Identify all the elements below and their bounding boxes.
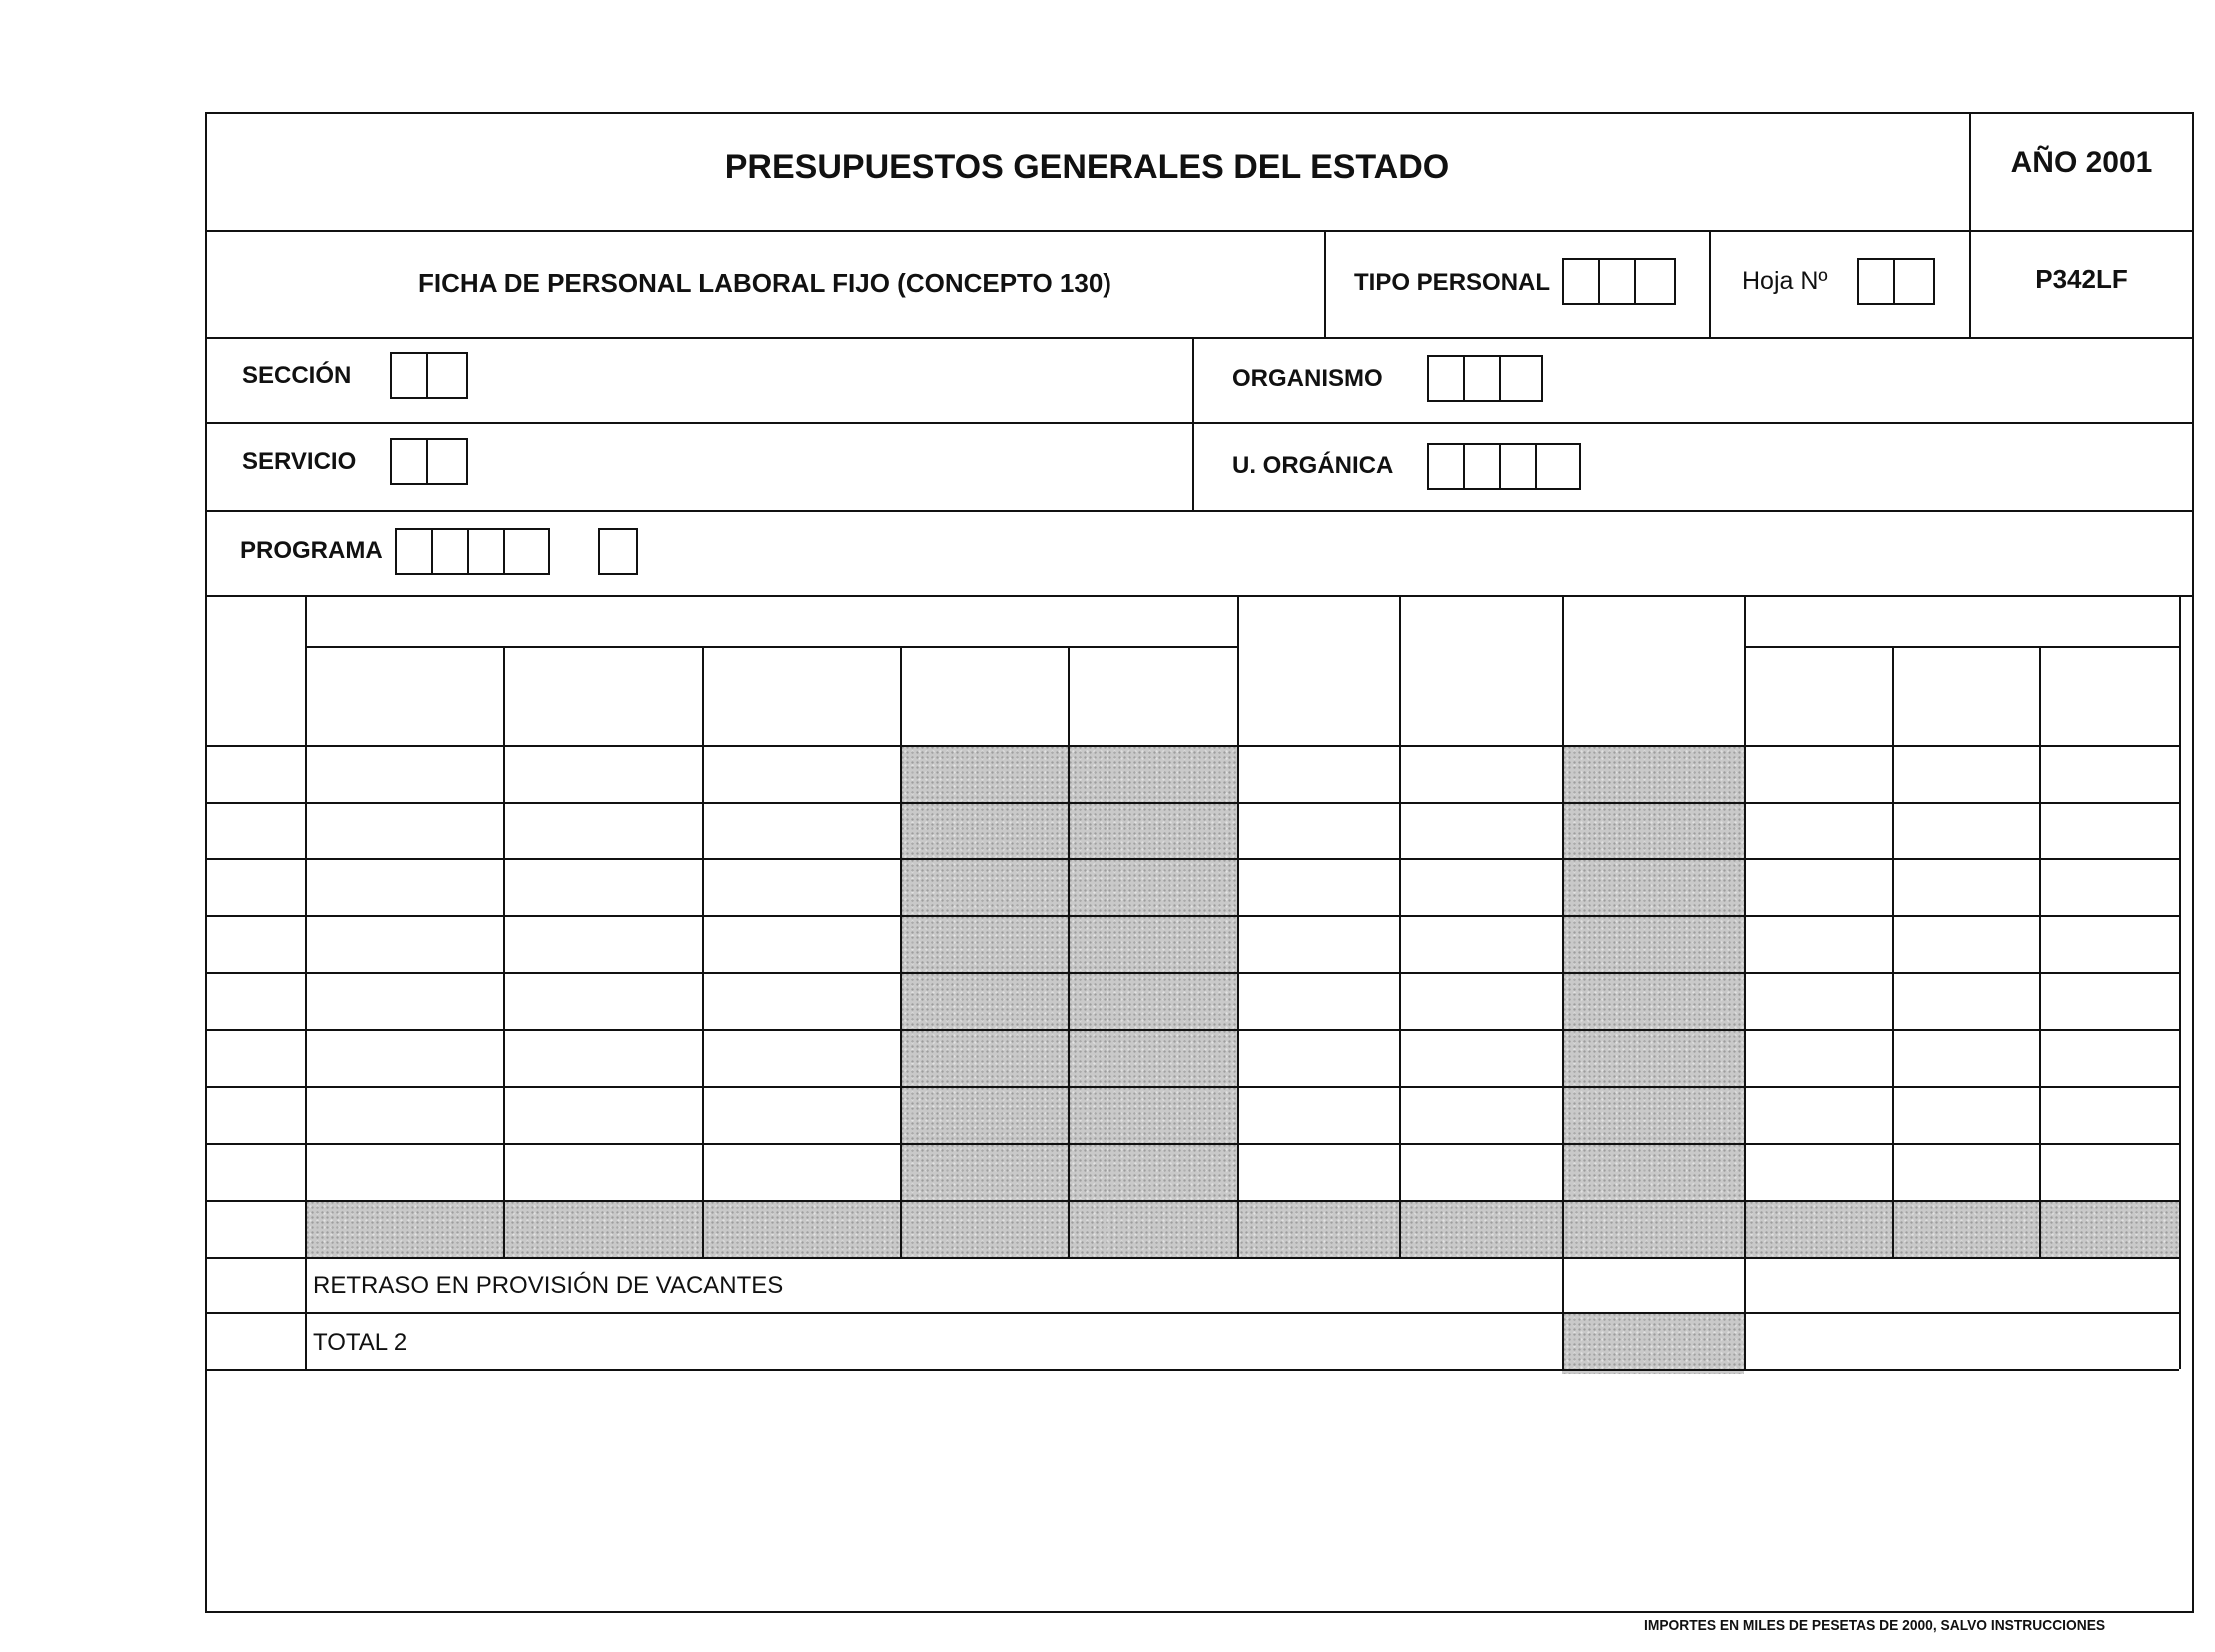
seccion-bottom-line xyxy=(205,422,2194,424)
shaded-cell xyxy=(900,1029,1068,1086)
shaded-cell xyxy=(1562,858,1744,915)
table-bottom-line xyxy=(205,1369,2179,1371)
shaded-cell xyxy=(900,745,1068,802)
organismo-boxes[interactable] xyxy=(1427,355,1543,402)
shaded-cell xyxy=(1068,1029,1237,1086)
subtitle-divider-2 xyxy=(1709,230,1711,337)
subtitle-bottom-line xyxy=(205,337,2194,339)
situacion-sub-line xyxy=(305,646,1237,648)
form-title: PRESUPUESTOS GENERALES DEL ESTADO xyxy=(724,148,1450,186)
footer-note: IMPORTES EN MILES DE PESETAS DE 2000, SALVO INSTRUCCIONES xyxy=(1644,1617,2106,1634)
solicitados-sub-line xyxy=(1744,646,2179,648)
table-col-line xyxy=(1399,595,1401,1257)
shaded-cell xyxy=(1068,858,1237,915)
table-top-line xyxy=(205,595,2194,597)
total2-label: TOTAL 2 xyxy=(313,1329,408,1356)
tipo-personal-boxes[interactable] xyxy=(1562,258,1676,305)
shaded-cell xyxy=(1562,1312,1744,1374)
organismo-label: ORGANISMO xyxy=(1232,365,1383,392)
u-organica-label: U. ORGÁNICA xyxy=(1232,452,1394,479)
u-organica-boxes[interactable] xyxy=(1427,443,1581,490)
shaded-cell xyxy=(1562,802,1744,858)
year-label: AÑO 2001 xyxy=(2010,146,2153,179)
retraso-label: RETRASO EN PROVISIÓN DE VACANTES xyxy=(313,1272,784,1299)
shaded-cell xyxy=(1562,972,1744,1029)
shaded-cell xyxy=(900,915,1068,972)
hoja-boxes[interactable] xyxy=(1857,258,1935,305)
seccion-label: SECCIÓN xyxy=(242,362,352,389)
shaded-cell xyxy=(1068,1143,1237,1200)
hoja-label: Hoja Nº xyxy=(1742,267,1828,295)
table-col-line xyxy=(1892,646,1894,1257)
shaded-cell xyxy=(1068,1086,1237,1143)
seccion-boxes[interactable] xyxy=(390,352,468,399)
programa-boxes[interactable] xyxy=(395,528,550,575)
table-col-line xyxy=(305,595,307,1369)
programa-label: PROGRAMA xyxy=(240,537,383,564)
table-row-line xyxy=(205,1143,2179,1145)
table-col-line xyxy=(900,646,902,1257)
shaded-cell xyxy=(1068,802,1237,858)
shaded-cell xyxy=(900,1143,1068,1200)
shaded-cell xyxy=(1068,745,1237,802)
table-row-line xyxy=(205,1312,2179,1314)
table-row-line xyxy=(205,745,2179,747)
servicio-boxes[interactable] xyxy=(390,438,468,485)
servicio-bottom-line xyxy=(205,510,2194,512)
title-bottom-line xyxy=(205,230,2194,232)
subtitle-divider-1 xyxy=(1324,230,1326,337)
shaded-cell xyxy=(900,1086,1068,1143)
shaded-cell xyxy=(900,972,1068,1029)
table-col-line xyxy=(1562,595,1564,1369)
table-row-line xyxy=(205,1257,2179,1259)
table-col-line xyxy=(503,646,505,1257)
shaded-total-row xyxy=(305,1200,2179,1257)
servicio-label: SERVICIO xyxy=(242,448,357,475)
table-col-line xyxy=(1237,595,1239,1257)
shaded-cell xyxy=(1562,1029,1744,1086)
programa-extra-box[interactable] xyxy=(598,528,638,575)
table-row-line xyxy=(205,802,2179,804)
shaded-cell xyxy=(1562,915,1744,972)
shaded-cell xyxy=(1562,1143,1744,1200)
shaded-cell xyxy=(1068,972,1237,1029)
table-row-line xyxy=(205,858,2179,860)
table-row-line xyxy=(205,972,2179,974)
table-row-line xyxy=(205,1086,2179,1088)
table-right-line xyxy=(2179,595,2181,1369)
table-col-line xyxy=(2039,646,2041,1257)
shaded-cell xyxy=(1562,745,1744,802)
table-row-line xyxy=(205,1029,2179,1031)
form-subtitle: FICHA DE PERSONAL LABORAL FIJO (CONCEPTO 130) xyxy=(418,268,1111,298)
shaded-cell xyxy=(900,802,1068,858)
table-col-line xyxy=(702,646,704,1257)
table-row-line xyxy=(205,1200,2179,1202)
tipo-personal-label: TIPO PERSONAL xyxy=(1354,269,1551,296)
table-col-line xyxy=(1744,595,1746,1369)
shaded-cell xyxy=(1068,915,1237,972)
form-code: P342LF xyxy=(2035,264,2128,294)
table-col-line xyxy=(1068,646,1070,1257)
shaded-cell xyxy=(900,858,1068,915)
shaded-cell xyxy=(1562,1086,1744,1143)
table-row-line xyxy=(205,915,2179,917)
